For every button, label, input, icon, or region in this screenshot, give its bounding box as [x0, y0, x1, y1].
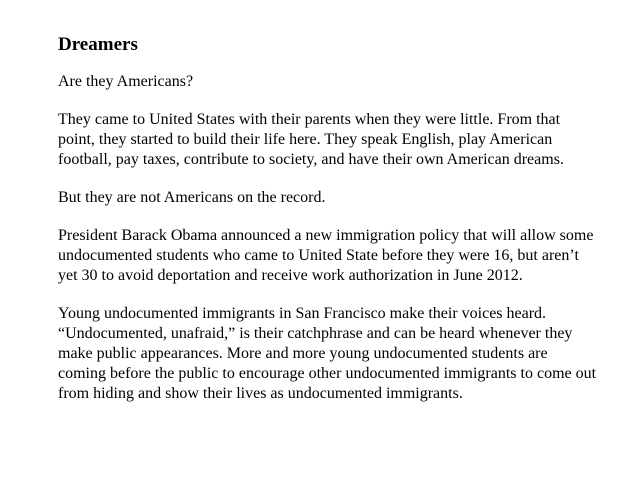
document-page [58, 34, 598, 422]
paragraph-policy: President Barack Obama announced a new immigration policy that will allow some undocumented students who came to United State before they were 16, but aren’t yet 30 to avoid deportation and receive work authorization in June 2012. [58, 227, 594, 284]
paragraph-background: They came to United States with their parents when they were little. From that point, they started to build their life here. They speak English, play American football, pay taxes, contribute to society, and have their own American dreams. [58, 111, 564, 168]
paragraph-record: But they are not Americans on the record. [58, 189, 326, 206]
paragraph-san-francisco: Young undocumented immigrants in San Francisco make their voices heard. “Undocumented, unafraid,” is their catchphrase and can be heard whenever they make public appearances. More and more young undocumented students are coming before the public to encourage other undocumented immigrants to come out from hiding and show their lives as undocumented immigrants. [58, 305, 597, 402]
document-title: Dreamers [58, 34, 138, 55]
paragraph-question: Are they Americans? [58, 73, 194, 90]
